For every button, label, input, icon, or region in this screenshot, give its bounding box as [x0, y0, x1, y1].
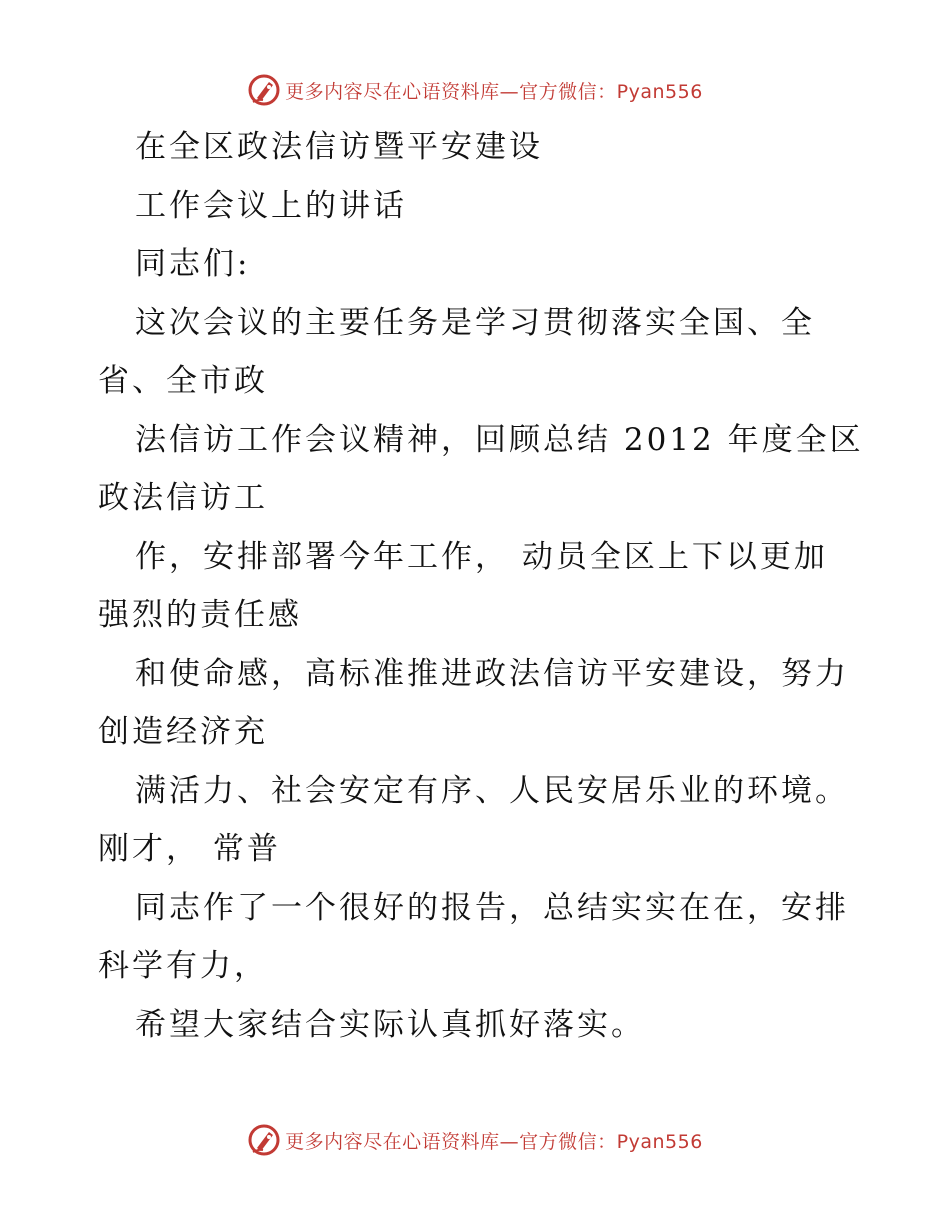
- text-line: 和使命感，高标准推进政法信访平安建设，努力: [135, 655, 849, 692]
- text-line: 同志作了一个很好的报告，总结实实在在，安排: [135, 889, 849, 926]
- text-line: 科学有力，: [98, 948, 268, 984]
- footer-banner: [0, 1120, 950, 1160]
- text-line: 刚才， 常普: [98, 831, 281, 867]
- text-line: 法信访工作会议精神，回顾总结 2012 年度全区: [135, 421, 864, 458]
- text-line: 政法信访工: [98, 480, 268, 516]
- text-line: 强烈的责任感: [98, 597, 302, 633]
- text-line: 在全区政法信访暨平安建设: [135, 129, 543, 165]
- text-line: 希望大家结合实际认真抓好落实。: [135, 1006, 645, 1043]
- text-line: 省、全市政: [98, 363, 268, 399]
- header-banner: [0, 70, 950, 110]
- banner-text: 更多内容尽在心语资料库—官方微信：Pyan556: [285, 80, 703, 103]
- document-body: [98, 118, 864, 1054]
- text-line: 同志们:: [135, 246, 251, 282]
- text-line: 创造经济充: [98, 714, 268, 750]
- text-line: 作，安排部署今年工作， 动员全区上下以更加: [135, 538, 828, 575]
- text-line: 工作会议上的讲话: [135, 187, 407, 224]
- banner-text: 更多内容尽在心语资料库—官方微信：Pyan556: [285, 1130, 703, 1153]
- pen-nib-icon: [247, 73, 281, 107]
- pen-nib-icon: [247, 1123, 281, 1157]
- text-line: 满活力、社会安定有序、人民安居乐业的环境。: [135, 772, 849, 809]
- text-line: 这次会议的主要任务是学习贯彻落实全国、全: [135, 304, 815, 341]
